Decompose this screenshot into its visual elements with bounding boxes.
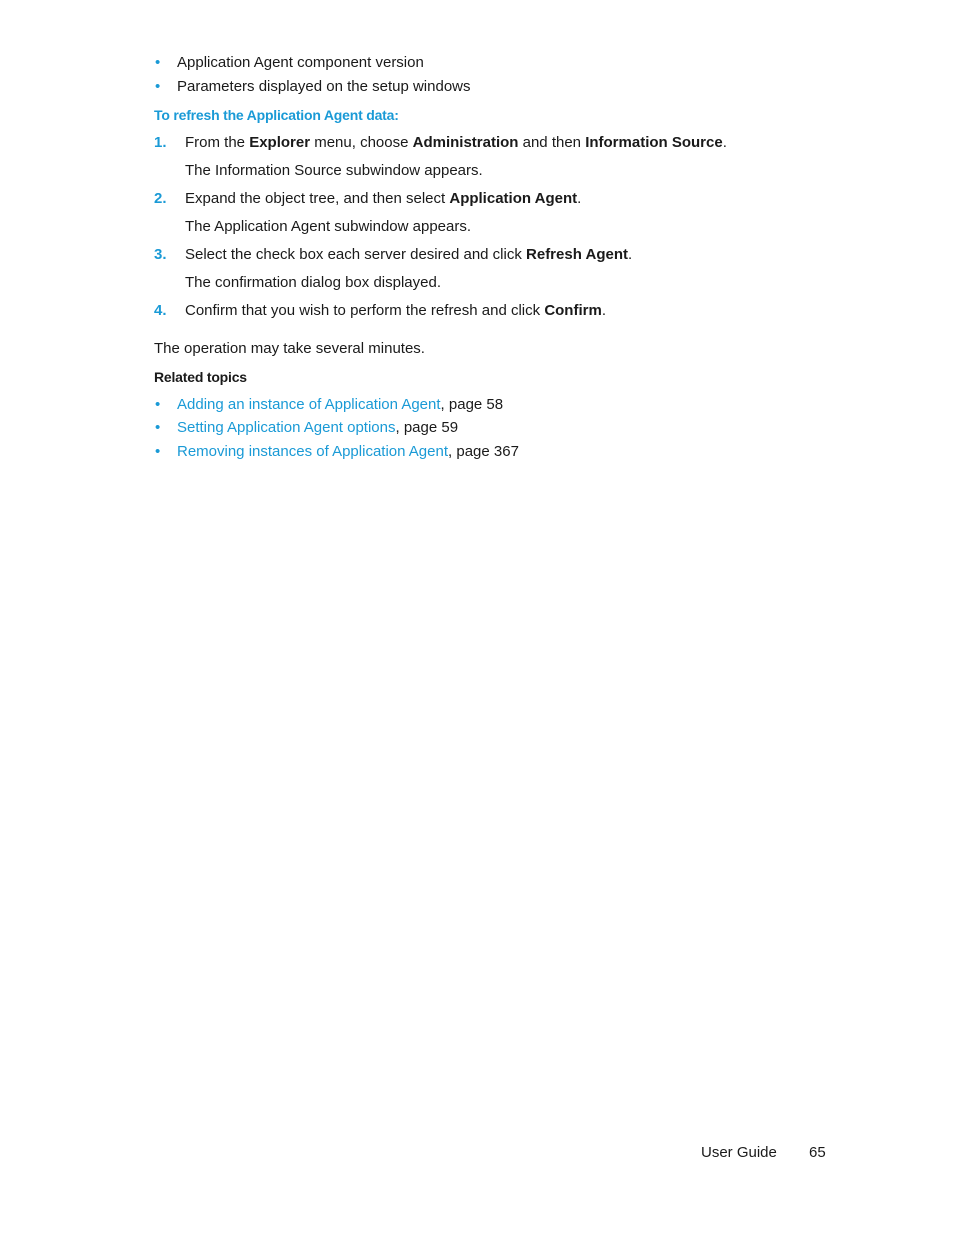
related-item: Removing instances of Application Agent, page 367: [177, 443, 519, 460]
page-number: 65: [809, 1144, 826, 1161]
step-result: The Information Source subwindow appears.: [185, 162, 483, 179]
bullet-item: Application Agent component version: [177, 54, 424, 71]
bullet-item: Parameters displayed on the setup windows: [177, 78, 471, 95]
bullet-icon: •: [155, 419, 161, 436]
note-text: The operation may take several minutes.: [154, 340, 425, 357]
procedure-heading: To refresh the Application Agent data:: [154, 107, 399, 123]
bullet-icon: •: [155, 443, 161, 460]
related-link-removing-instances[interactable]: Removing instances of Application Agent: [177, 443, 449, 460]
step-result: The Application Agent subwindow appears.: [185, 218, 472, 235]
related-item: Adding an instance of Application Agent, page 58: [177, 396, 504, 413]
related-link-adding-instance[interactable]: Adding an instance of Application Agent: [177, 396, 441, 413]
bullet-icon: •: [155, 396, 161, 413]
related-link-setting-options[interactable]: Setting Application Agent options: [177, 419, 396, 436]
related-topics-heading: Related topics: [154, 369, 247, 385]
step-number: 4.: [154, 302, 167, 319]
step-result: The confirmation dialog box displayed.: [185, 274, 441, 291]
step-text: Confirm that you wish to perform the refresh and click Confirm.: [185, 302, 606, 319]
related-item: Setting Application Agent options, page 59: [177, 419, 459, 436]
bullet-icon: •: [155, 54, 161, 71]
step-text: Expand the object tree, and then select Application Agent.: [185, 190, 582, 207]
footer-title: User Guide: [701, 1144, 777, 1161]
step-text: Select the check box each server desired and click Refresh Agent.: [185, 246, 633, 263]
step-number: 1.: [154, 134, 167, 151]
step-number: 3.: [154, 246, 167, 263]
step-number: 2.: [154, 190, 167, 207]
bullet-icon: •: [155, 78, 161, 95]
step-text: From the Explorer menu, choose Administration and then Information Source.: [185, 134, 727, 151]
